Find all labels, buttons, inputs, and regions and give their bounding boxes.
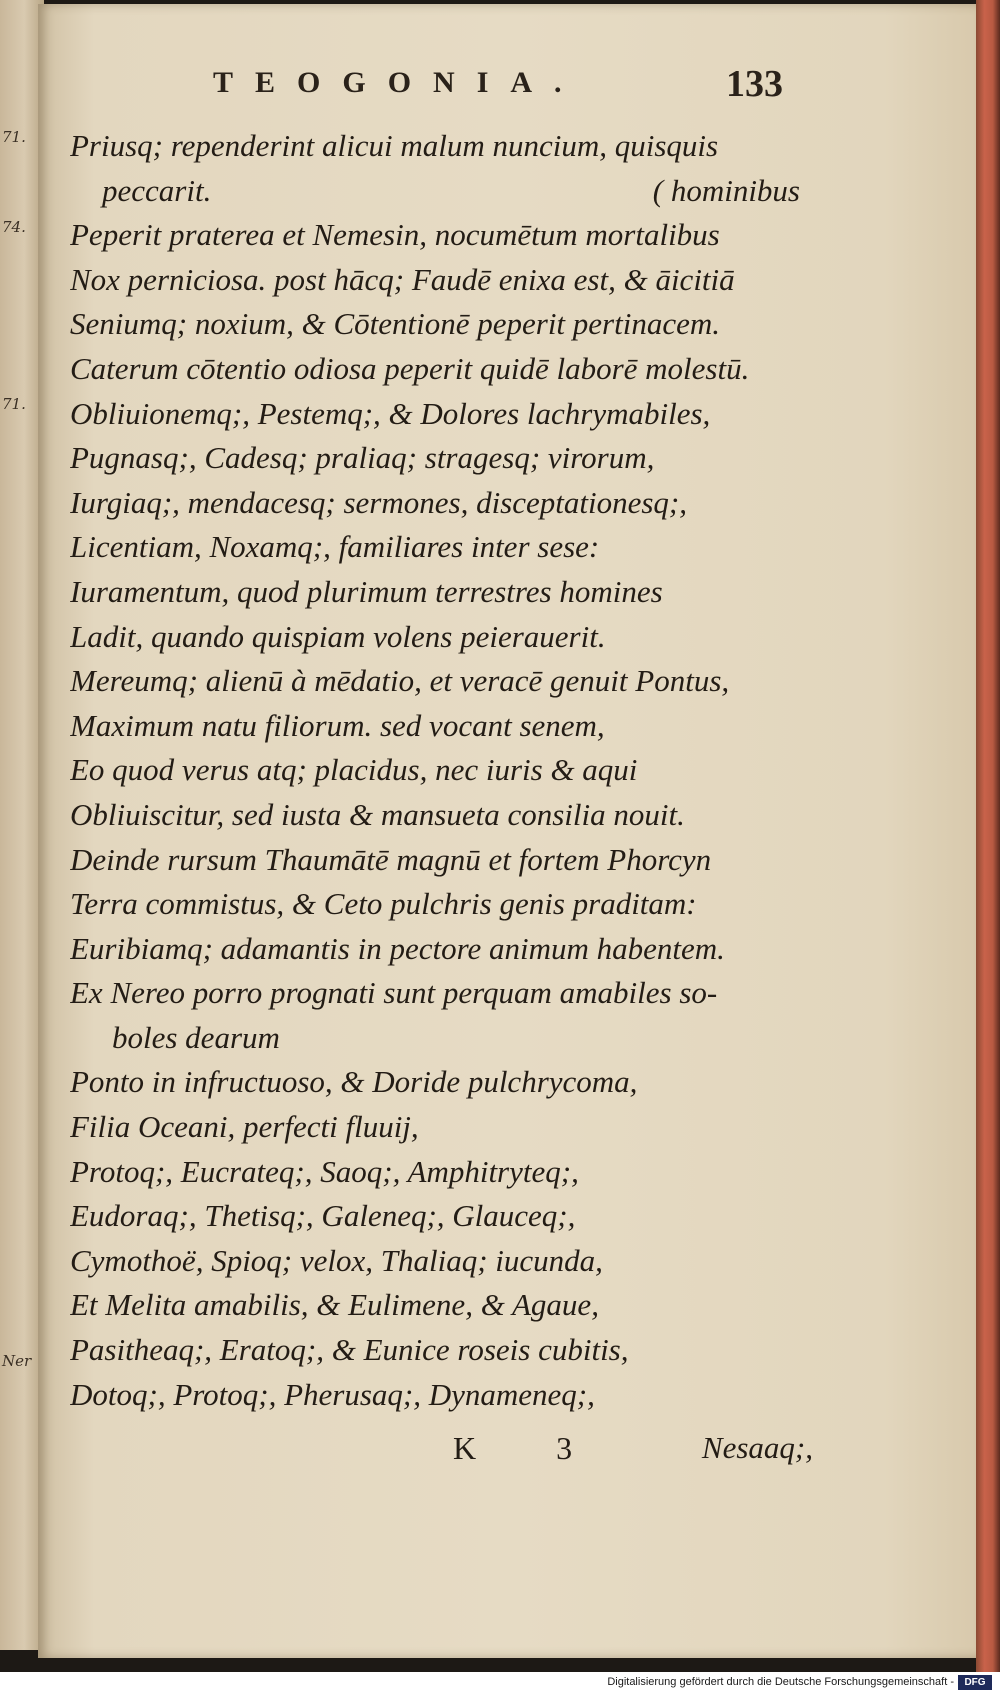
digitization-credit-bar xyxy=(0,1672,1000,1695)
text-line: Iuramentum, quod plurimum terrestres homines xyxy=(70,573,663,609)
page-footer xyxy=(453,1430,813,1476)
text-line: Pasitheaq;, Eratoq;, & Eunice roseis cubitis, xyxy=(70,1332,629,1368)
book-page xyxy=(38,4,978,1658)
text-line: Nox perniciosa. post hācq; Faudē enixa est, & āicitiā xyxy=(70,261,735,297)
margin-note: 71. xyxy=(2,395,26,413)
text-line: Dotoq;, Protoq;, Pherusaq;, Dynameneq;, xyxy=(70,1376,595,1412)
text-line: Terra commistus, & Ceto pulchris genis praditam: xyxy=(70,886,697,922)
text-line: Iurgiaq;, mendacesq; sermones, disceptationesq;, xyxy=(70,484,688,520)
margin-note: Ner xyxy=(2,1352,32,1370)
text-line: Pugnasq;, Cadesq; praliaq; stragesq; virorum, xyxy=(70,440,655,476)
text-line: Euribiamq; adamantis in pectore animum habentem. xyxy=(70,930,725,966)
text-line: Seniumq; noxium, & Cōtentionē peperit pertinacem. xyxy=(70,306,721,342)
text-line: Eudoraq;, Thetisq;, Galeneq;, Glauceq;, xyxy=(70,1198,576,1234)
page-header xyxy=(213,63,783,110)
red-page-edge xyxy=(976,0,1000,1672)
text-line xyxy=(70,169,800,214)
text-line: Maximum natu filiorum. sed vocant senem, xyxy=(70,707,605,743)
text-line: Mereumq; alienū à mēdatio, et veracē genuit Pontus, xyxy=(70,663,730,699)
credit-text: Digitalisierung gefördert durch die Deutsche Forschungsgemeinschaft - xyxy=(607,1676,954,1688)
text-line: Et Melita amabilis, & Eulimene, & Agaue, xyxy=(70,1287,599,1323)
text-fragment: peccarit. xyxy=(102,172,212,208)
margin-note: 71. xyxy=(2,128,26,146)
text-line: Caterum cōtentio odiosa peperit quidē laborē molestū. xyxy=(70,350,750,386)
text-line: Ex Nereo porro prognati sunt perquam amabiles so- xyxy=(70,975,718,1011)
text-line: Obliuionemq;, Pestemq;, & Dolores lachrymabiles, xyxy=(70,395,711,431)
text-line: Obliuiscitur, sed iusta & mansueta consilia nouit. xyxy=(70,796,685,832)
signature-mark: K 3 xyxy=(453,1430,609,1466)
text-line: Licentiam, Noxamq;, familiares inter sese: xyxy=(70,529,600,565)
text-line: Eo quod verus atq; placidus, nec iuris & aqui xyxy=(70,752,638,788)
catchword: Nesaaq;, xyxy=(701,1430,813,1465)
margin-notes xyxy=(0,0,44,1650)
text-line: Deinde rursum Thaumātē magnū et fortem Phorcyn xyxy=(70,841,712,877)
text-fragment: ( hominibus xyxy=(652,172,800,208)
text-line: Cymothoë, Spioq; velox, Thaliaq; iucunda, xyxy=(70,1242,603,1278)
text-line: Protoq;, Eucrateq;, Saoq;, Amphitryteq;, xyxy=(70,1153,579,1189)
text-line: Ladit, quando quispiam volens peierauerit. xyxy=(70,618,606,654)
text-line: Filia Oceani, perfecti fluuij, xyxy=(70,1109,419,1145)
text-line: boles dearum xyxy=(112,1019,280,1055)
poem-text xyxy=(70,124,800,1417)
text-line: Peperit praterea et Nemesin, nocumētum mortalibus xyxy=(70,217,720,253)
running-title: TEOGONIA. xyxy=(213,66,584,99)
page-number: 133 xyxy=(726,63,783,105)
text-line: Priusq; rependerint alicui malum nuncium, quisquis xyxy=(70,128,719,163)
text-line: Ponto in infructuoso, & Doride pulchrycoma, xyxy=(70,1064,638,1100)
dfg-logo-icon: DFG xyxy=(958,1675,992,1690)
margin-note: 74. xyxy=(2,218,26,236)
